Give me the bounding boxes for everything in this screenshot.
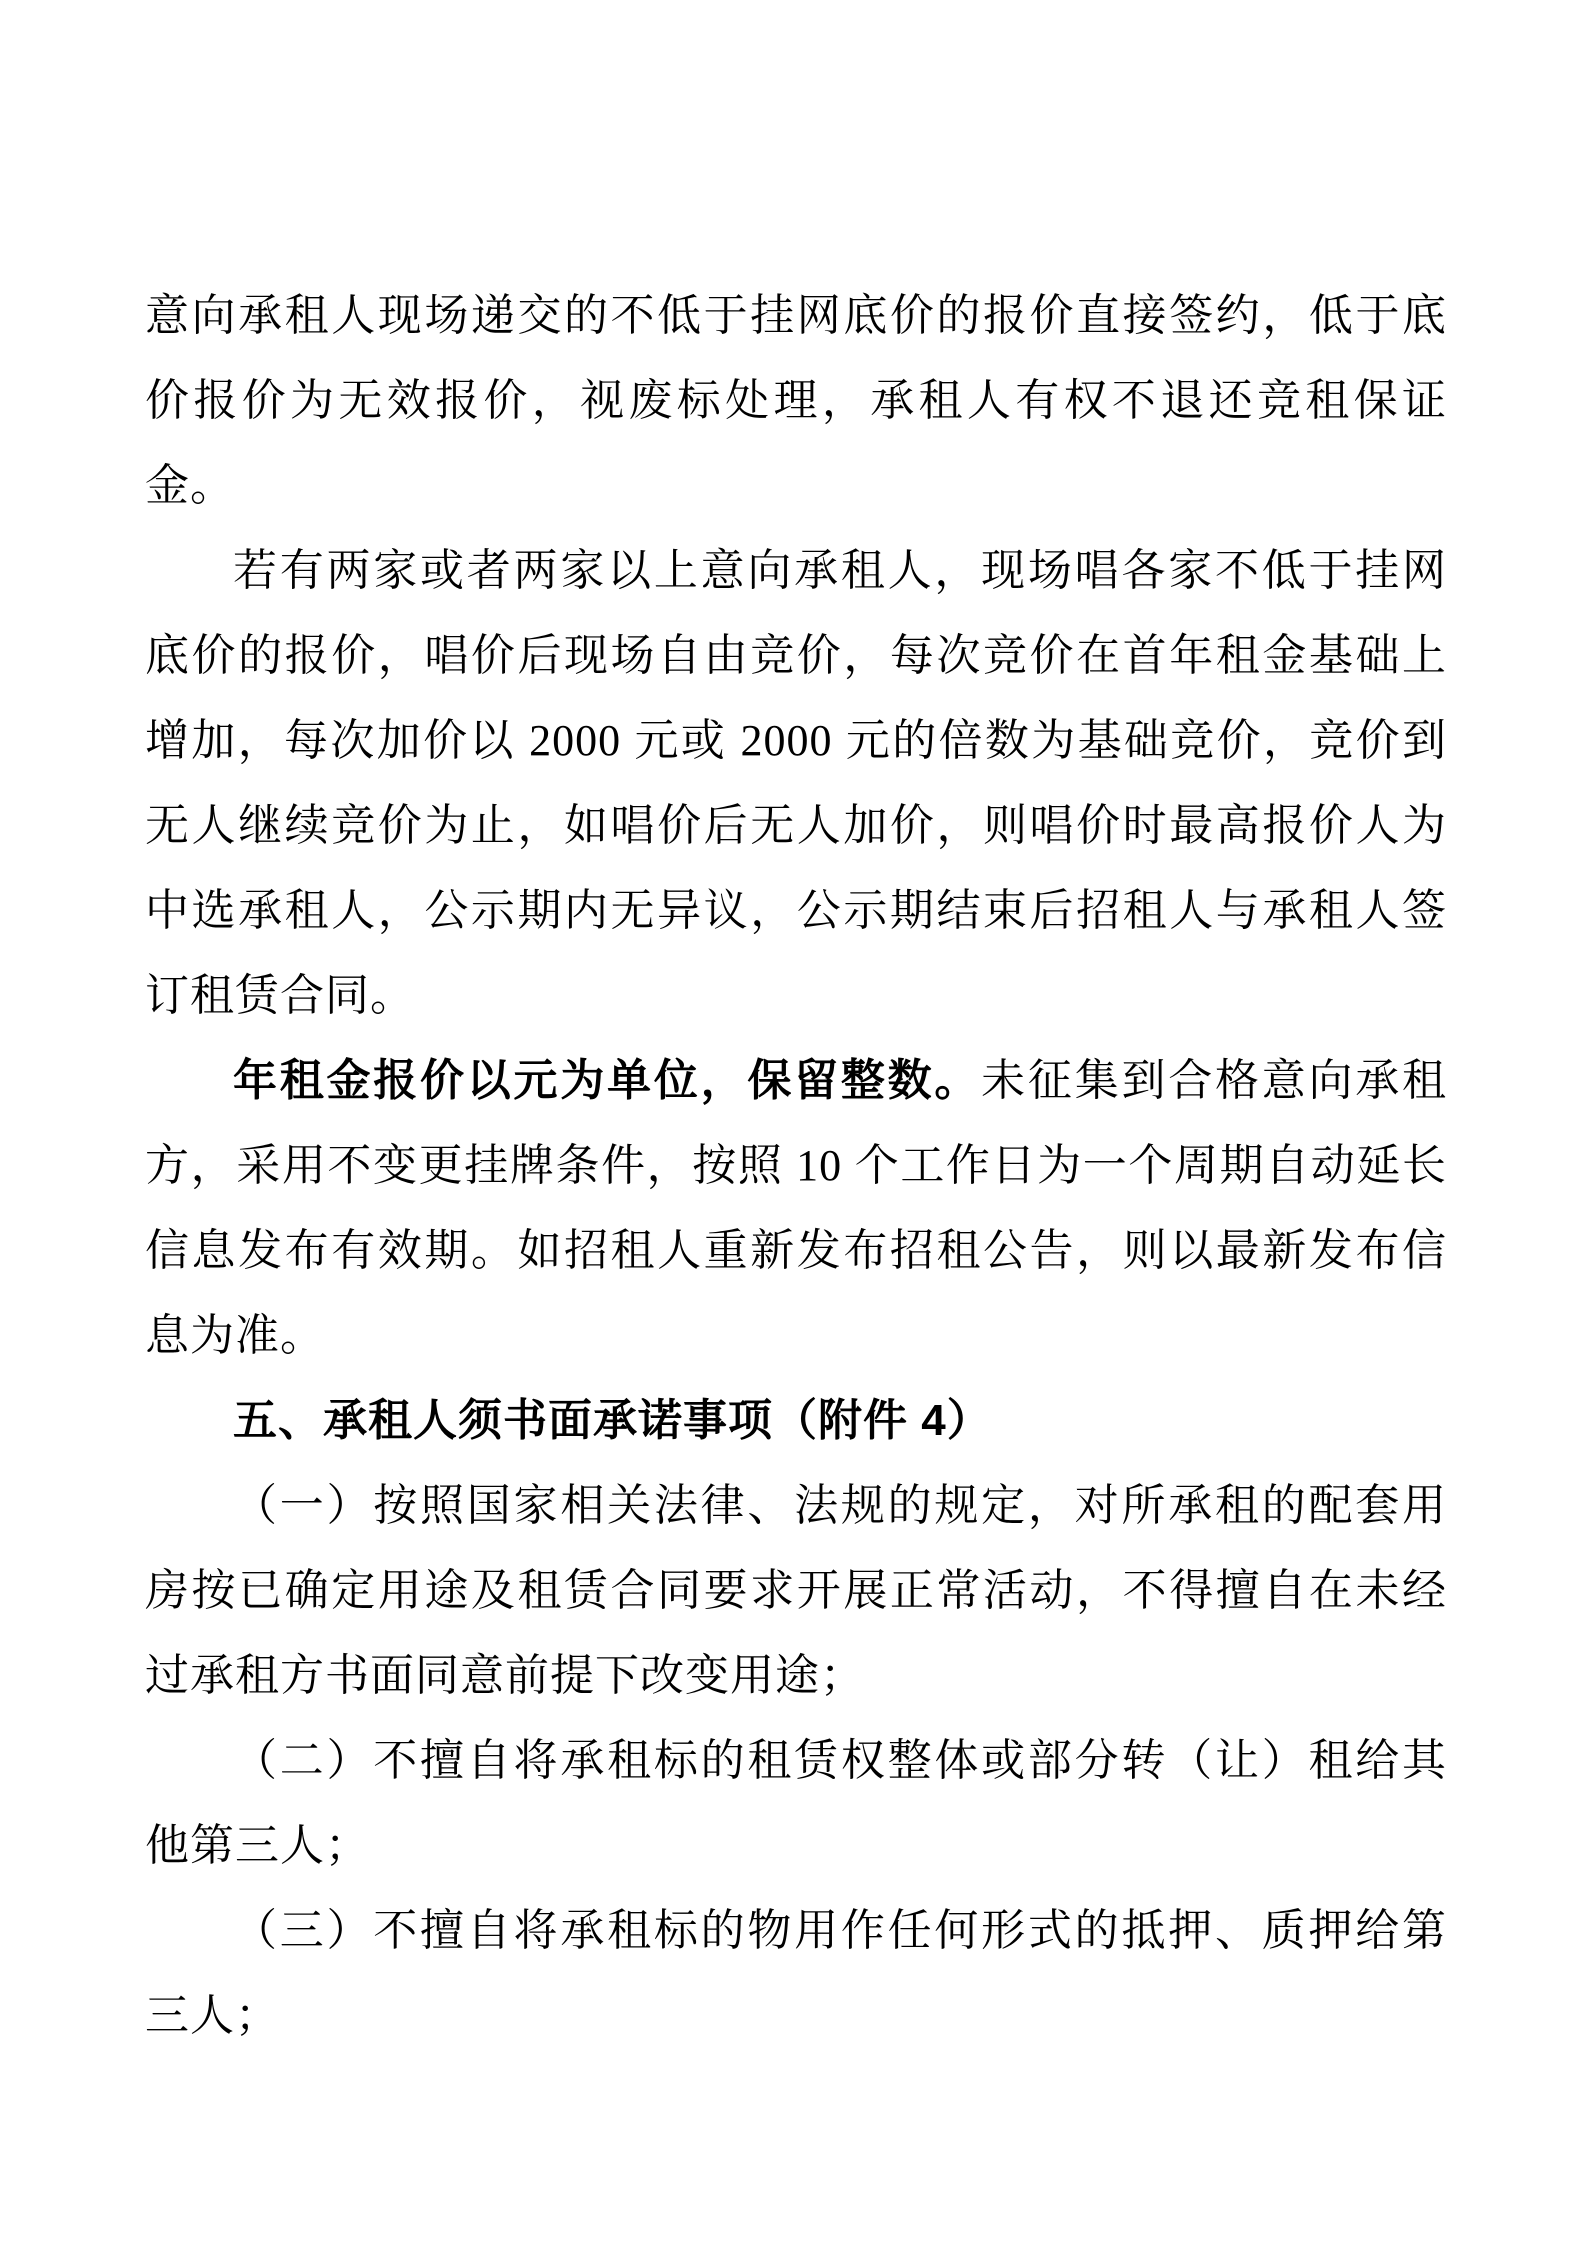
paragraph-commitment-item-1: （一）按照国家相关法律、法规的规定，对所承租的配套用房按已确定用途及租赁合同要求开展正常活动，不得擅自在未经过承租方书面同意前提下改变用途；: [145, 1481, 1447, 1700]
paragraph-commitment-item-3: （三）不擅自将承租标的物用作任何形式的抵押、质押给第三人；: [145, 1906, 1447, 2040]
section-heading-five: 五、承租人须书面承诺事项（附件 4）: [233, 1396, 992, 1445]
paragraph-signing-rule: 意向承租人现场递交的不低于挂网底价的报价直接签约，低于底价报价为无效报价，视废标处理，承租人有权不退还竞租保证金。: [145, 291, 1447, 510]
paragraph-commitment-item-2: （二）不擅自将承租标的租赁权整体或部分转（让）租给其他第三人；: [145, 1736, 1447, 1870]
paragraph-rent-quote-rule: [145, 1038, 1447, 1378]
paragraph-rent-quote-body: 未征集到合格意向承租方，采用不变更挂牌条件，按照 10 个工作日为一个周期自动延长信息发布有效期。如招租人重新发布招租公告，则以最新发布信息为准。: [145, 1056, 1448, 1360]
paragraph-bidding-procedure: 若有两家或者两家以上意向承租人，现场唱各家不低于挂网底价的报价，唱价后现场自由竞价，每次竞价在首年租金基础上增加，每次加价以 2000 元或 2000 元的倍数为基础竞价，竞价到无人继续竞价为止，如唱价后无人加价，则唱价时最高报价人为中选承租人，公示期内无异议，公示期结束后招租人与承租人签订租赁合同。: [145, 546, 1447, 1020]
paragraph-rent-quote-bold-lead: 年租金报价以元为单位，保留整数。: [233, 1056, 982, 1105]
